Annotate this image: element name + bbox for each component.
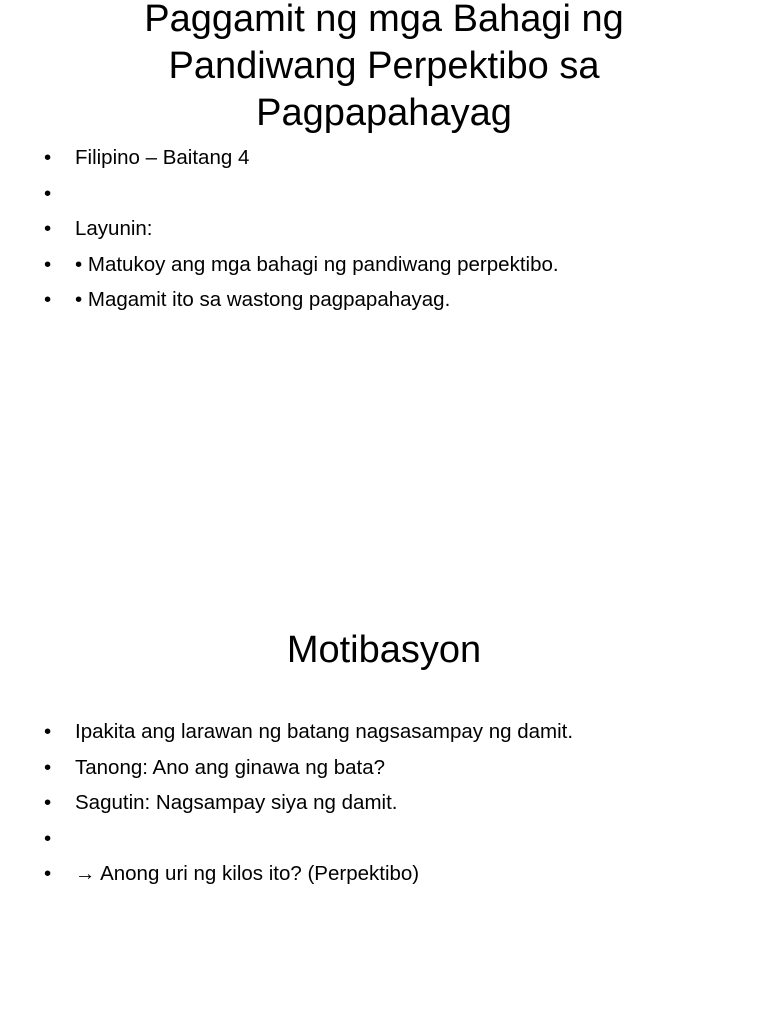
bullet-dot-icon: • (44, 252, 52, 276)
bullet-item (44, 176, 744, 212)
bullet-item (44, 282, 744, 318)
title-line: Pandiwang Perpektibo sa (168, 45, 600, 87)
slide-2 (0, 512, 768, 1024)
bullet-text: → Anong uri ng kilos ito? (Perpektibo) (75, 862, 420, 885)
title-line: Paggamit ng mga Bahagi ng (144, 0, 624, 40)
bullet-item (44, 714, 744, 750)
bullet-text: Tanong: Ano ang ginawa ng bata? (75, 755, 386, 779)
bullet-item (44, 821, 744, 857)
bullet-dot-icon: • (44, 826, 52, 850)
bullet-list (44, 714, 744, 892)
bullet-text: • Matukoy ang mga bahagi ng pandiwang perpektibo. (75, 252, 559, 276)
bullet-list (44, 140, 744, 318)
bullet-dot-icon: • (44, 720, 52, 743)
title-line: Pagpapahayag (256, 92, 512, 134)
bullet-dot-icon: • (44, 181, 52, 205)
bullet-dot-icon: • (44, 146, 52, 169)
bullet-dot-icon: • (44, 791, 52, 814)
slide-title (0, 0, 768, 137)
bullet-text: Sagutin: Nagsampay siya ng damit. (75, 791, 398, 814)
bullet-dot-icon: • (44, 862, 52, 885)
bullet-item (44, 140, 744, 176)
bullet-item (44, 211, 744, 247)
bullet-dot-icon: • (44, 755, 52, 779)
bullet-text: Filipino – Baitang 4 (75, 146, 250, 169)
bullet-item (44, 856, 744, 892)
bullet-dot-icon: • (44, 288, 52, 311)
bullet-text: Ipakita ang larawan ng batang nagsasampay ng damit. (75, 720, 574, 743)
slide-title: Motibasyon (286, 629, 482, 671)
bullet-text: • Magamit ito sa wastong pagpapahayag. (75, 288, 451, 311)
bullet-dot-icon: • (44, 217, 52, 240)
bullet-item (44, 750, 744, 786)
bullet-text: Layunin: (75, 217, 153, 240)
bullet-item (44, 785, 744, 821)
bullet-item (44, 247, 744, 283)
